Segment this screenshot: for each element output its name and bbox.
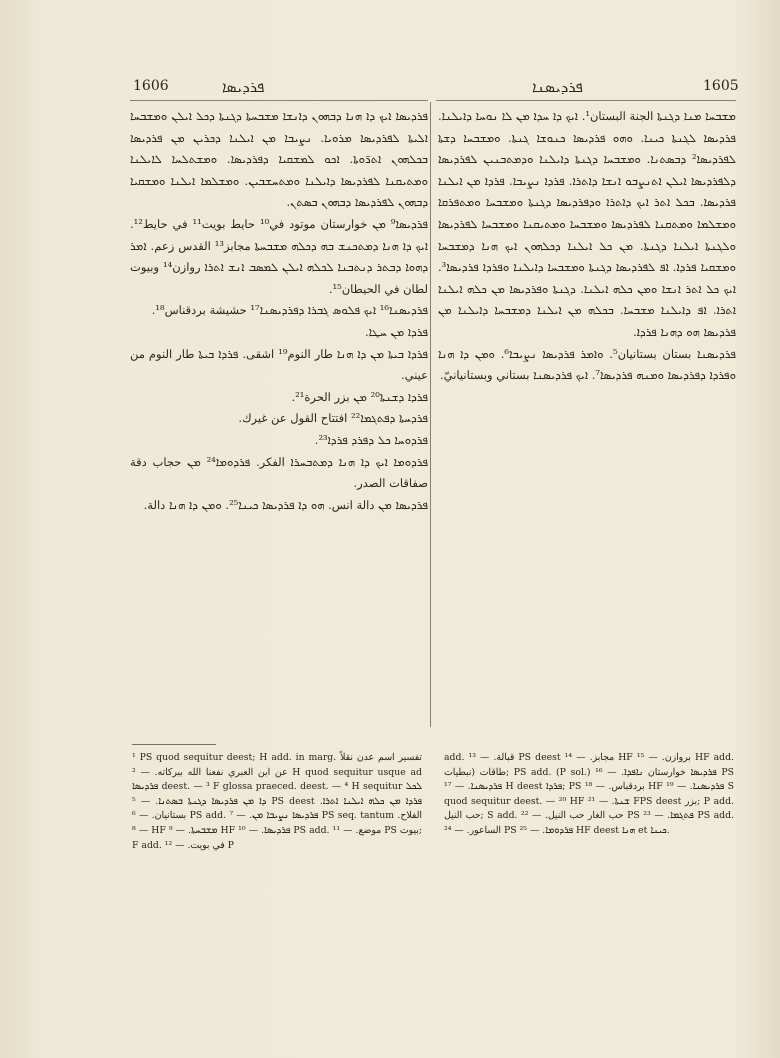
entry: ܦܪܕܐ ܒܝܬܐ ܡܢ ܕܐ ܗܢܐ طار النوم¹⁹ اشقى. ܦܪܕܐ ܒܝܬܐ طار النوم من عيني. xyxy=(130,346,428,383)
entry: ܦܪܕܝܣܢܐ بستان بستانيان⁵. ܘܐܡܪ ܦܪܕܝܣܐ ܢܨܝܒܐ⁶. ܘܡܢ ܕܐ ܗܢܐ ܘܦܪܕܐ ܕܦܪܕܝܣܐ ܘܡܢܗ ܦܪܕܝܣܐ⁷. ܐܝܟ ܦܪܕܝܣܢܐ بستاني وبستانيانيّ. xyxy=(438,346,737,383)
right-page-number: 1605 xyxy=(703,78,739,94)
column-divider xyxy=(430,102,431,727)
footnote-block: add. قبالة. — ¹³ PS deest مجابز. — ¹⁴ HF بروازن. — ¹⁵ HF add. طاقات (نبطيات; PS add. (P sol.) ܦܪܕܝܣܐ خوارستان ܢܐܦܕܐ. — ¹⁶ PS ܦܪܕܝܣܢܐ. — ¹⁷ H deest ܦܪܕܐ; PS بردقباس. — ¹⁸ HF ܦܪܕܝܣܢܐ. — ¹⁹ S quod sequitur deest. — ²⁰ HF ܫܢܬܐ. — ²¹ FPS deest بزر; P add. حب النيل; S add. حب الغار حب النيل. — ²² PS ܦܬܓܡܐ. — ²³ PS add. الساعور. — ²⁴ PS ܦܪܕܘܡܐ. — ²⁵ HF deest ܗܢܐ et ܟܝܢܐ. xyxy=(444,752,735,836)
footnote-block: ¹ PS quod sequitur deest; H add. in marg. تفسير اسم عدن نقلاً عن ابن العبري نفعنا الله ببركاته. — ² H quod sequitur usque ad ܦܪܕܝܣܐ deest. — ³ F glossa praeced. deest. — ⁴ H sequitur ܠܟܠ ܕܐ ܡܢ ܦܪܕܝܣܐ ܕܓܢܬܐ ܒܣܬܢܐ. — ⁵ PS deest ܦܪܕܐ ܡܢ ܟܠܗ ܐܝܠܢܐ ܐܬܪܐ. بستانيان. — ⁶ PS add. ܦܪܕܝܣܐ ܢܨܝܒܐ ܡܢ. — ⁷ PS seq. tantum الفلاح. — ⁸ HF ܡܫܒܚܬܐ. — ⁹ HF ܦܪܕܝܣܐ. — ¹⁰ PS add. موضع. — ¹¹ PS بيوت; F add. في بويت. — ¹² P xyxy=(132,752,423,851)
left-column xyxy=(130,106,428,516)
right-running-title: ܦܪܕܝܣܢܐ xyxy=(532,78,583,96)
entry: ܦܪܕܝܣܢܐ¹⁶ ܐܝܟ ܦܠܘܣ ܓܒܪܐ ܕܦܪܕܝܣܢܐ¹⁷ حشيشة بردقناس¹⁸. xyxy=(151,303,428,318)
header-rule-left xyxy=(130,100,428,101)
entry: ܦܪܕܝܣܐ ܐܝܟ ܕܐ ܗܢܐ ܕܒܗܘܢ ܕܐܢܫܐ ܡܫܒܚܬܐ ܕܓܢܬܐ ܕܟܠ ܐܝܠܢ ܘܡܫܒܚܐ ܐܠܝܬܐ ܠܦܪܕܝܣܐ ܡܪܘܝܐ. ܢܨܝܒܐ ܡܢ ܐܝܠܢܐ ܕܟܪܝܢ ܡܢ ܦܪܕܝܣܐ ܒܟܠܗܘܢ ܐܬܪ̈ܘܬܐ. ܐܟܘ ܠܡܫܩܝܐ ܕܦܪܕܝܣܐ. ܘܡܫܬܠܚܐ ܠܐܝܠܢܐ ܘܡܬܝܩܢܐ ܠܦܪܕܝܣܐ ܕܐܝܠܢܐ ܘܡܬܚܫܒܝܢ. ܘܡܫܠܡܐ ܐܝܠܢܐ ܘܡܫܩܝܐ ܕܒܗܘܢ ܠܦܪܕܝܣܐ ܕܒܗܘܢ ܒܣܬܢ. xyxy=(130,109,428,210)
left-page-number: 1606 xyxy=(133,78,169,94)
entry: ܦܪܕܚܬܐ ܕܦܬܓܡܐ²² افتتاح القول عن غيرك. xyxy=(238,411,428,426)
right-column xyxy=(438,106,736,387)
entry: ܦܪܕܘܚܐ ܟܠ ܕܦܪܕ ܦܪܕܐ²³. xyxy=(314,432,428,447)
entry: ܦܪܕܝܣܐ ܡܢ دالة انس. ܗܘ ܕܐ ܦܪܕܝܣܐ ܟܝܢܐ²⁵. ܘܡܢ ܕܐ ܗܢܐ دالة. xyxy=(143,497,428,512)
entry: ܦܪܕܝܣܐ⁹ ܡܢ خوارستان موتود في¹⁰ حايط بويت¹¹ في حايط¹². ܐܝܟ ܕܐ ܗܢܐ ܕܡܬܟܢܫ ܒܗ ܕܟܠܗ ܡܫܒܚܬܐ مجابز¹³ القدس زعم. ܐܡܪ ܕܗܘܐ ܕܒܬܪ ܕܢܬܒܢܐ ܠܟܠܗ ܐܝܠܢ ܠܡܣܒ ܐܢܫ ܐܬܪܐ روازن¹⁴ وبيوت لطان في الحيطان¹⁵. xyxy=(130,216,428,296)
left-running-title: ܦܪܕܝܣܐ xyxy=(222,78,265,96)
footnotes-left xyxy=(132,751,422,853)
entry: ܡܫܒܚܐ ܡܢܐ ܕܓܢܬܐ الجنة البستان¹. ܐܝܟ ܕܐ ܚܕܐ ܡܢ ܠܐ ܢܘܚܐ ܕܐܝܠܢܐ. ܦܪܕܝܣܐ ܠܓܢܬܐ ܟܝܢܐ. ܘܗܘ ܦܪܕܝܣܐ ܟܢܘܫܐ ܓܢܬܐ. ܘܡܫܒܚܐ ܕܫܬܐ ܠܦܪܕܝܣܐ² ܕܒܣܬܢܐ. ܘܡܫܒܚܐ ܕܓܢܬܐ ܕܐܝܠܢܐ ܘܕܡܬܒܢܝܢ ܠܦܪܕܝܣܐ ܕܠܦܪܕܝܣܐ ܐܝܠܢ ܐܬܢܨܒܘ ܐܢܫܐ ܕܐܬܪܐ. ܦܪܕܐ ܢܨܝܒܐ. ܦܪܕܐ ܡܢ ܐܝܠܢܐ ܦܪܕܝܣܐ. ܒܟܠ ܐܬܪ ܐܝܟ ܕܐܬܪܐ ܘܕܦܪܕܝܣܐ ܕܓܢܬܐ ܘܡܫܒܚܐ ܘܡܬܦܪܩܐ ܘܡܫܠܡܐ ܘܡܬܩܢܐ ܠܦܪܕܝܣܐ ܘܡܫܒܚܐ ܘܡܬܝܩܢܐ ܘܡܫܒܚܐ ܠܦܪܕܝܣܐ ܘܠܓܢܬܐ ܐܝܠܢܐ ܕܓܢܬܐ. ܡܢ ܟܠ ܐܝܠܢܐ ܕܟܠܗܘܢ ܐܝܟ ܗܢܐ ܕܡܫܒܚܐ ܘܡܫܩܝܐ ܦܪܕܐ. ܐܦ ܠܦܪܕܝܣܐ ܕܓܢܬܐ ܘܡܫܒܚܐ ܕܐܝܠܢܐ ܘܦܪܕܐ ܦܪܕܝܣܐ³. ܐܝܟ ܟܠ ܐܬܪ ܐܢܫܐ ܘܡܢ ܟܠܗ ܐܝܠܢܐ. ܕܓܢܬܐ ܘܦܪܕܝܣܐ ܡܢ ܟܠܗ ܐܝܠܢܐ ܐܬܪܐ. ܐܦ ܕܐܝܠܢܐ ܡܫܒܚܐ. ܒܟܠܗ ܡܢ ܐܝܠܢܐ ܕܡܫܒܚܐ ܕܐܝܠܢܐ ܡܢ ܦܪܕܝܣܐ ܗܘ ܕܗܢܐ ܦܪܕܐ. xyxy=(438,109,736,339)
header-rule-right xyxy=(436,100,736,101)
footnote-rule xyxy=(132,744,216,745)
entry: ܦܪܕܐ ܕܫܢܬܐ²⁰ ܡܢ بزر الحرة²¹. xyxy=(291,389,428,404)
entry: ܦܪܕܐ ܡܢ ܚܛܐ. xyxy=(364,324,428,339)
footnotes-right xyxy=(444,751,734,839)
entry: ܦܪܕܘܡܐ ܐܝܟ ܕܐ ܗܢܐ ܕܡܬܒܚܪܐ الفكر. ܦܪܕܘܡܐ²⁴ ܡܢ حجاب دقة صفاقات الصدر. xyxy=(130,454,428,491)
